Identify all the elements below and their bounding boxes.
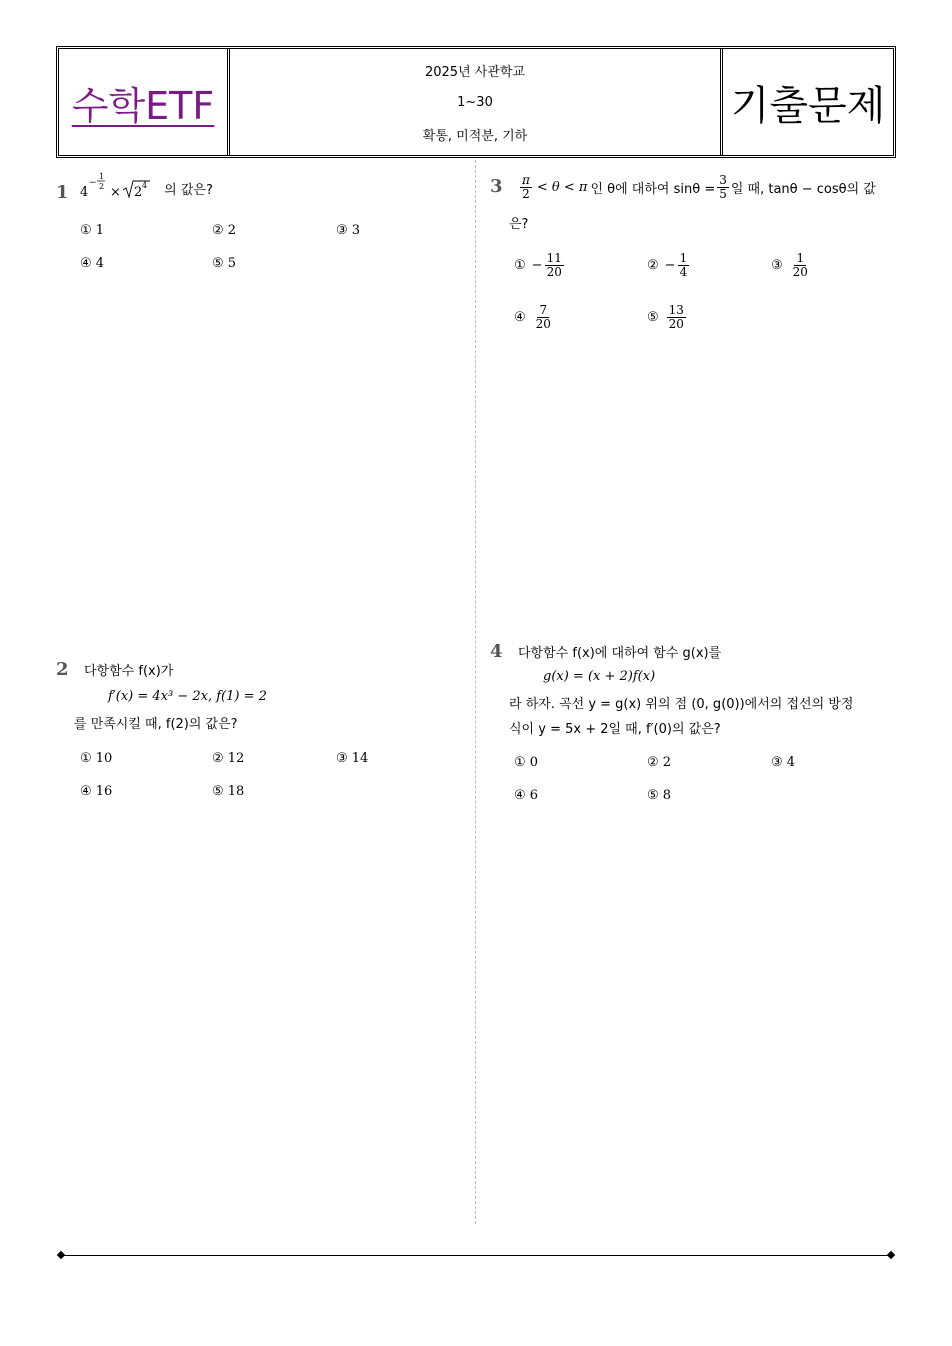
- q2-choice-1[interactable]: ① 10: [80, 751, 113, 766]
- q3-choice-2[interactable]: [647, 252, 691, 278]
- q4-choice-2[interactable]: ② 2: [647, 755, 672, 770]
- q3-choice-5-frac: $\frac{13}{20}$: [668, 303, 684, 331]
- question-1-suffix: 의 값은?: [164, 182, 213, 198]
- school-label: 2025년 사관학교: [424, 64, 525, 80]
- q1-choice-5[interactable]: ⑤ 5: [212, 256, 237, 271]
- q2-choice-4[interactable]: ④ 16: [80, 784, 113, 799]
- q3-text-b: 일 때, tanθ − cosθ의 값: [730, 181, 876, 197]
- q2-choice-5[interactable]: ⑤ 18: [212, 784, 245, 799]
- q4-choice-4[interactable]: ④ 6: [514, 788, 539, 803]
- question-4-definition: g(x) = (x + 2)f(x): [543, 669, 656, 684]
- q2-choice-3[interactable]: ③ 14: [336, 751, 369, 766]
- question-3-line1: [518, 170, 876, 204]
- svg-text:−: −: [89, 178, 97, 188]
- question-1-text: [80, 172, 213, 208]
- q2-choice-2[interactable]: ② 12: [212, 751, 245, 766]
- doc-title: 기출문제: [730, 82, 886, 129]
- q3-choice-2-mark: ②: [647, 257, 659, 273]
- question-3-number: 3: [490, 176, 503, 197]
- q3-inequality: < θ < π: [536, 179, 588, 195]
- q4-choice-1[interactable]: ① 0: [514, 755, 539, 770]
- q1-choice-1[interactable]: ① 1: [80, 223, 105, 238]
- q3-choice-2-frac: $\frac{1}{4}$: [679, 251, 688, 279]
- q3-pi-over-2: $\frac{\pi}{2}$: [522, 172, 530, 201]
- q3-choice-3[interactable]: [771, 252, 812, 278]
- q1-choice-4[interactable]: ④ 4: [80, 256, 105, 271]
- svg-text:1: 1: [99, 172, 105, 181]
- footer-diamond-right: [887, 1251, 895, 1259]
- svg-text:4: 4: [142, 181, 148, 190]
- question-2-line3: 를 만족시킬 때, f(2)의 값은?: [74, 717, 238, 732]
- question-2-condition: f′(x) = 4x³ − 2x, f(1) = 2: [108, 689, 267, 704]
- question-1-expression: [80, 172, 158, 208]
- footer-line: [61, 1255, 891, 1256]
- question-3-line2: 은?: [509, 217, 529, 232]
- q3-three-fifths: $\frac{3}{5}$: [719, 172, 727, 201]
- question-4-line3: 라 하자. 곡선 y = g(x) 위의 점 (0, g(0))에서의 접선의 방정: [509, 697, 854, 712]
- question-4-number: 4: [490, 641, 503, 662]
- q3-choice-1-mark: ①: [514, 257, 526, 273]
- question-2-number: 2: [56, 659, 69, 680]
- logo: 수학ETF: [71, 83, 215, 128]
- subjects-label: 확통, 미적분, 기하: [422, 128, 528, 144]
- q3-choice-2-sign: −: [664, 257, 676, 273]
- question-2-line1: 다항함수 f(x)가: [84, 664, 174, 679]
- footer-diamond-left: [57, 1251, 65, 1259]
- range-label: 1~30: [457, 94, 493, 110]
- q3-choice-5[interactable]: [647, 304, 688, 330]
- svg-text:2: 2: [99, 182, 105, 191]
- question-4-line4: 식이 y = 5x + 2일 때, f′(0)의 값은?: [509, 722, 721, 737]
- logo-cell: [59, 49, 230, 155]
- question-4-line1: 다항함수 f(x)에 대하여 함수 g(x)를: [518, 646, 722, 661]
- q3-choice-1[interactable]: [514, 252, 566, 278]
- q3-text-a: 인 θ에 대하여 sinθ =: [590, 181, 716, 197]
- q3-choice-1-frac: $\frac{11}{20}$: [546, 251, 562, 279]
- header-info: [230, 49, 723, 155]
- q4-choice-5[interactable]: ⑤ 8: [647, 788, 672, 803]
- q3-choice-4-frac: $\frac{7}{20}$: [535, 303, 551, 331]
- q3-choice-3-mark: ③: [771, 257, 783, 273]
- q3-choice-4-mark: ④: [514, 309, 526, 325]
- q1-choice-3[interactable]: ③ 3: [336, 223, 361, 238]
- q3-choice-3-frac: $\frac{1}{20}$: [792, 251, 808, 279]
- q1-choice-2[interactable]: ② 2: [212, 223, 237, 238]
- svg-text:2: 2: [134, 185, 143, 200]
- q3-choice-4[interactable]: [514, 304, 555, 330]
- q4-choice-3[interactable]: ③ 4: [771, 755, 796, 770]
- q3-choice-1-sign: −: [531, 257, 543, 273]
- svg-text:4: 4: [80, 185, 89, 200]
- header-box: [56, 46, 896, 158]
- q3-choice-5-mark: ⑤: [647, 309, 659, 325]
- svg-text:×: ×: [110, 185, 121, 200]
- column-divider: [475, 160, 476, 1224]
- question-1-number: 1: [56, 182, 69, 203]
